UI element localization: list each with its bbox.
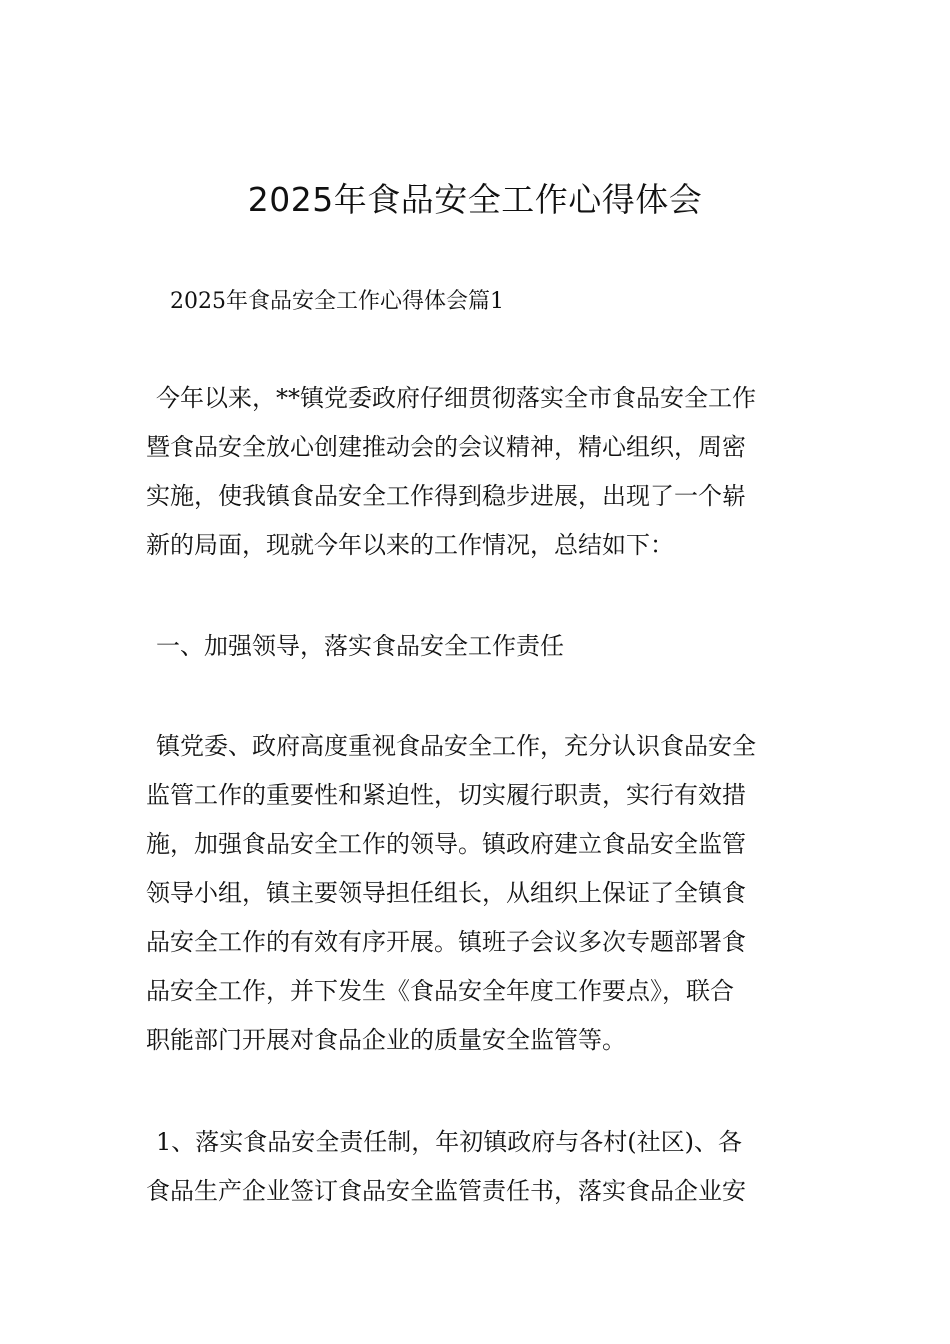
paragraph-line: 施，加强食品安全工作的领导。镇政府建立食品安全监管 — [146, 830, 746, 858]
document-subtitle: 2025年食品安全工作心得体会篇1 — [170, 289, 504, 314]
paragraph-line: 品安全工作，并下发生《食品安全年度工作要点》，联合 — [146, 977, 734, 1005]
paragraph-line: 食品生产企业签订食品安全监管责任书，落实食品企业安 — [146, 1177, 746, 1205]
paragraph-line: 1、落实食品安全责任制，年初镇政府与各村(社区)、各 — [156, 1128, 742, 1156]
section-heading: 一、加强领导，落实食品安全工作责任 — [156, 632, 564, 660]
paragraph-line: 暨食品安全放心创建推动会的会议精神，精心组织，周密 — [146, 433, 746, 461]
paragraph-line: 监管工作的重要性和紧迫性，切实履行职责，实行有效措 — [146, 781, 746, 809]
paragraph-line: 品安全工作的有效有序开展。镇班子会议多次专题部署食 — [146, 928, 746, 956]
paragraph-line: 今年以来，**镇党委政府仔细贯彻落实全市食品安全工作 — [156, 384, 756, 412]
paragraph-line: 镇党委、政府高度重视食品安全工作，充分认识食品安全 — [156, 732, 756, 760]
paragraph-line: 职能部门开展对食品企业的质量安全监管等。 — [146, 1026, 626, 1054]
paragraph-line: 新的局面，现就今年以来的工作情况，总结如下： — [146, 531, 674, 559]
document-title: 2025年食品安全工作心得体会 — [247, 180, 703, 219]
paragraph-line: 实施，使我镇食品安全工作得到稳步进展，出现了一个崭 — [146, 482, 746, 510]
paragraph-line: 领导小组，镇主要领导担任组长，从组织上保证了全镇食 — [146, 879, 746, 907]
